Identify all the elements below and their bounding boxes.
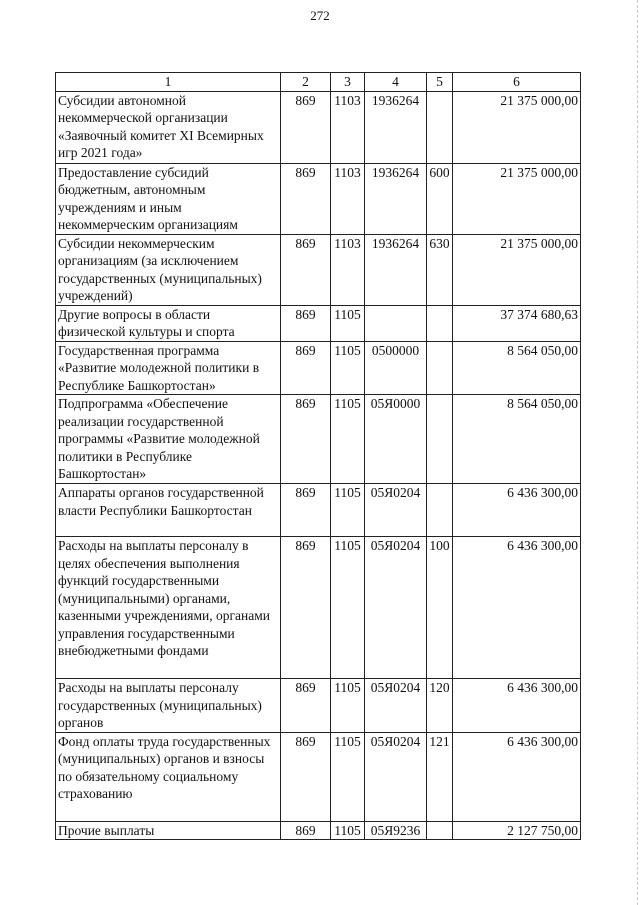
row-target-code: 05Я0000 xyxy=(365,395,427,484)
table-row xyxy=(56,395,581,484)
header-cell-3: 3 xyxy=(331,73,365,92)
row-name: Аппараты органов государственной власти Республики Башкортостан xyxy=(56,484,281,537)
row-section-code: 1105 xyxy=(331,484,365,537)
row-expense-type xyxy=(427,821,453,840)
header-cell-2: 2 xyxy=(281,73,331,92)
table-row xyxy=(56,305,581,341)
row-target-code xyxy=(365,305,427,341)
row-amount: 8 564 050,00 xyxy=(453,341,581,395)
row-section-code: 1105 xyxy=(331,679,365,733)
row-name: Прочие выплаты xyxy=(56,821,281,840)
row-target-code: 05Я9236 xyxy=(365,821,427,840)
row-ministry-code: 869 xyxy=(281,91,331,163)
row-amount: 2 127 750,00 xyxy=(453,821,581,840)
row-expense-type xyxy=(427,395,453,484)
row-amount: 6 436 300,00 xyxy=(453,679,581,733)
row-name: Подпрограмма «Обеспечение реализации государственной программы «Развитие молодежной политики в Республике Башкортостан» xyxy=(56,395,281,484)
table-row xyxy=(56,537,581,679)
table-row xyxy=(56,679,581,733)
row-ministry-code: 869 xyxy=(281,305,331,341)
row-expense-type xyxy=(427,91,453,163)
row-name: Субсидии некоммерческим организациям (за исключением государственных (муниципальных) учреждений) xyxy=(56,234,281,305)
row-name: Субсидии автономной некоммерческой организации «Заявочный комитет XI Всемирных игр 2021 года» xyxy=(56,91,281,163)
row-ministry-code: 869 xyxy=(281,341,331,395)
table-body xyxy=(56,91,581,840)
row-ministry-code: 869 xyxy=(281,484,331,537)
row-target-code: 1936264 xyxy=(365,234,427,305)
row-target-code: 05Я0204 xyxy=(365,732,427,821)
row-ministry-code: 869 xyxy=(281,234,331,305)
table-row xyxy=(56,91,581,163)
row-name: Расходы на выплаты персоналу государственных (муниципальных) органов xyxy=(56,679,281,733)
table-row xyxy=(56,821,581,840)
budget-table xyxy=(55,72,581,840)
header-cell-1: 1 xyxy=(56,73,281,92)
scan-edge-line xyxy=(636,0,638,905)
row-amount: 8 564 050,00 xyxy=(453,395,581,484)
page-number: 272 xyxy=(310,8,330,23)
row-target-code: 0500000 xyxy=(365,341,427,395)
row-expense-type: 120 xyxy=(427,679,453,733)
row-section-code: 1105 xyxy=(331,395,365,484)
table-row xyxy=(56,341,581,395)
row-section-code: 1103 xyxy=(331,91,365,163)
row-ministry-code: 869 xyxy=(281,821,331,840)
row-expense-type xyxy=(427,305,453,341)
row-amount: 21 375 000,00 xyxy=(453,91,581,163)
row-name: Государственная программа «Развитие молодежной политики в Республике Башкортостан» xyxy=(56,341,281,395)
header-cell-4: 4 xyxy=(365,73,427,92)
row-amount: 6 436 300,00 xyxy=(453,537,581,679)
row-amount: 21 375 000,00 xyxy=(453,234,581,305)
row-expense-type: 630 xyxy=(427,234,453,305)
row-section-code: 1103 xyxy=(331,163,365,234)
row-expense-type xyxy=(427,484,453,537)
table-row xyxy=(56,484,581,537)
row-name: Другие вопросы в области физической культуры и спорта xyxy=(56,305,281,341)
header-cell-6: 6 xyxy=(453,73,581,92)
row-ministry-code: 869 xyxy=(281,395,331,484)
row-target-code: 1936264 xyxy=(365,163,427,234)
table-row xyxy=(56,732,581,821)
row-amount: 6 436 300,00 xyxy=(453,732,581,821)
row-ministry-code: 869 xyxy=(281,732,331,821)
row-name: Фонд оплаты труда государственных (муниципальных) органов и взносы по обязательному социальному страхованию xyxy=(56,732,281,821)
row-section-code: 1105 xyxy=(331,305,365,341)
row-target-code: 05Я0204 xyxy=(365,679,427,733)
row-name: Предоставление субсидий бюджетным, автономным учреждениям и иным некоммерческим организациям xyxy=(56,163,281,234)
table-header-row xyxy=(56,73,581,92)
row-ministry-code: 869 xyxy=(281,163,331,234)
row-amount: 6 436 300,00 xyxy=(453,484,581,537)
table-row xyxy=(56,163,581,234)
header-cell-5: 5 xyxy=(427,73,453,92)
table-row xyxy=(56,234,581,305)
row-expense-type: 100 xyxy=(427,537,453,679)
row-target-code: 1936264 xyxy=(365,91,427,163)
row-target-code: 05Я0204 xyxy=(365,484,427,537)
row-amount: 37 374 680,63 xyxy=(453,305,581,341)
row-ministry-code: 869 xyxy=(281,679,331,733)
row-section-code: 1105 xyxy=(331,732,365,821)
row-name: Расходы на выплаты персоналу в целях обеспечения выполнения функций государственными (муниципальными) органами, казенными учреждениями, органами управления государственными внебюджетными фондами xyxy=(56,537,281,679)
row-expense-type: 600 xyxy=(427,163,453,234)
row-target-code: 05Я0204 xyxy=(365,537,427,679)
row-expense-type: 121 xyxy=(427,732,453,821)
row-amount: 21 375 000,00 xyxy=(453,163,581,234)
row-expense-type xyxy=(427,341,453,395)
row-section-code: 1103 xyxy=(331,234,365,305)
row-ministry-code: 869 xyxy=(281,537,331,679)
row-section-code: 1105 xyxy=(331,341,365,395)
row-section-code: 1105 xyxy=(331,537,365,679)
row-section-code: 1105 xyxy=(331,821,365,840)
